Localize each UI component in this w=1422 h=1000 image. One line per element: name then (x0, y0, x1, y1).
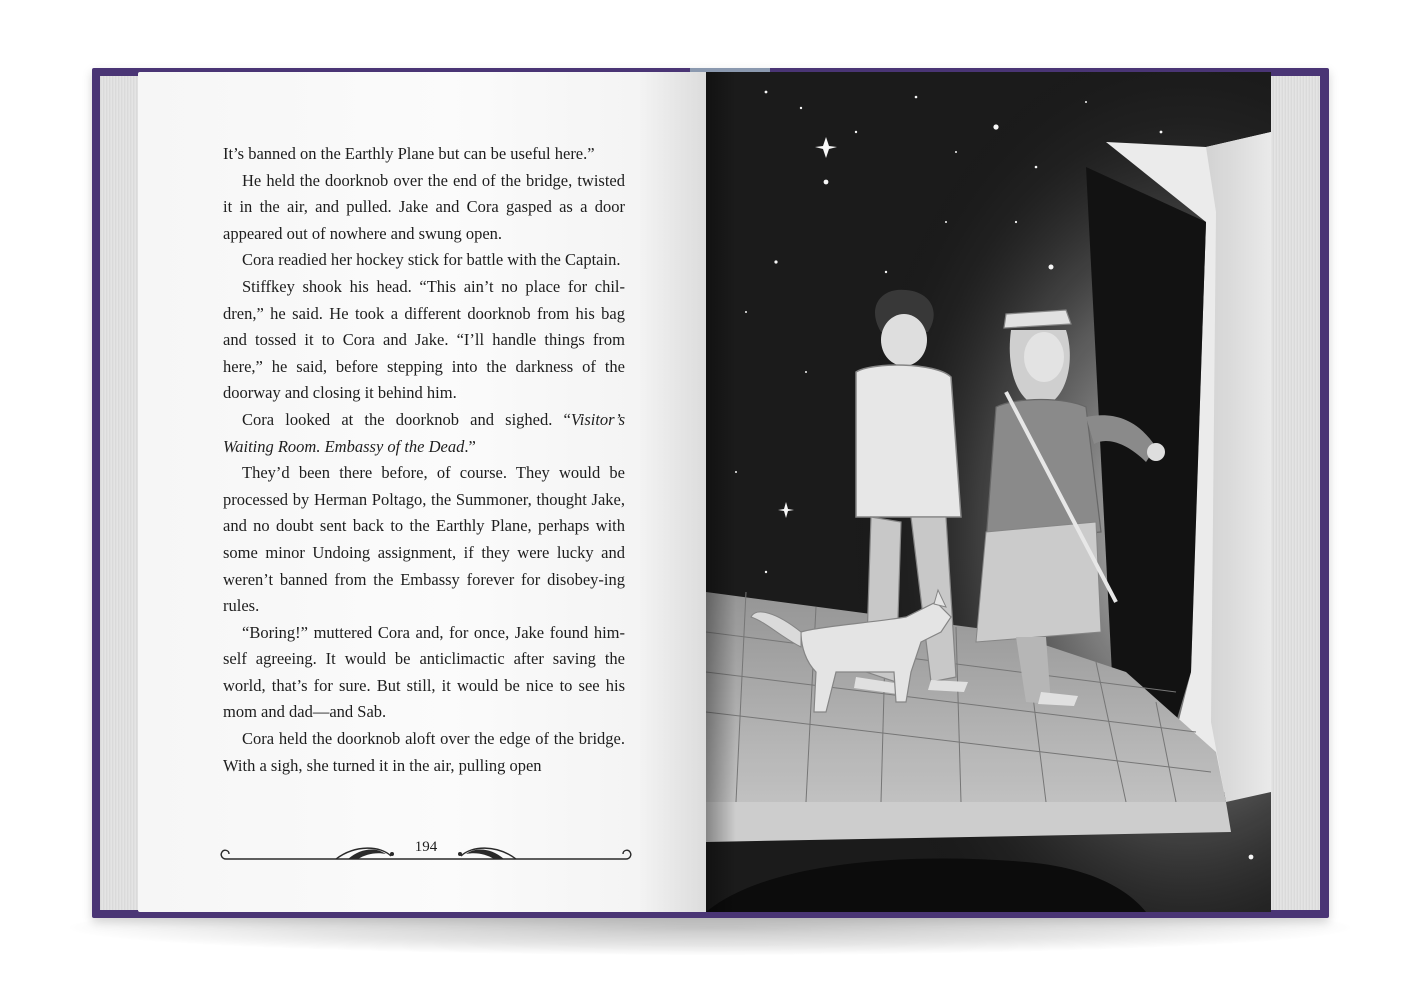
paragraph-text: Cora looked at the doorknob and sighed. “ (242, 409, 571, 429)
page-edges-right (1265, 76, 1320, 910)
page-footer (216, 834, 636, 874)
paragraph (223, 407, 625, 460)
left-page (138, 72, 706, 912)
paragraph: “Boring!” muttered Cora and, for once, Jake found him-self agreeing. It would be anticlimactic after saving the world, that’s for sure. But still, it would be nice to see his mom and dad—and Sab. (223, 622, 625, 722)
paragraph: Cora readied her hockey stick for battle with the Captain. (242, 250, 621, 270)
night-bridge-illustration (706, 72, 1271, 912)
paragraph-text: .” (464, 436, 476, 456)
paragraph: Stiffkey shook his head. “This ain’t no place for chil-dren,” he said. He took a different doorknob from his bag and tossed it to Cora and Jake. “I’ll handle things from here,” he said, before stepping into the darkness of the doorway and closing it behind him. (223, 276, 625, 403)
paragraph: Cora held the doorknob aloft over the edge of the bridge. With a sigh, she turned it in the air, pulling open (223, 729, 625, 775)
gutter-shadow (706, 72, 736, 912)
page-number: 194 (414, 839, 438, 855)
paragraph: They’d been there before, of course. They would be processed by Herman Poltago, the Summoner, thought Jake, and no doubt sent back to the Earthly Plane, perhaps with some minor Undoing assignment, if they were lucky and weren’t banned from the Embassy forever for disobey-ing rules. (223, 463, 625, 616)
italic-title: Visitor’s Waiting Room. Embassy of the Dead (223, 409, 625, 456)
right-page (706, 72, 1271, 912)
body-text (223, 141, 625, 779)
paragraph: He held the doorknob over the end of the bridge, twisted it in the air, and pulled. Jake and Cora gasped as a door appeared out of nowhere and swung open. (223, 170, 625, 243)
paragraph: It’s banned on the Earthly Plane but can be useful here.” (223, 144, 595, 163)
